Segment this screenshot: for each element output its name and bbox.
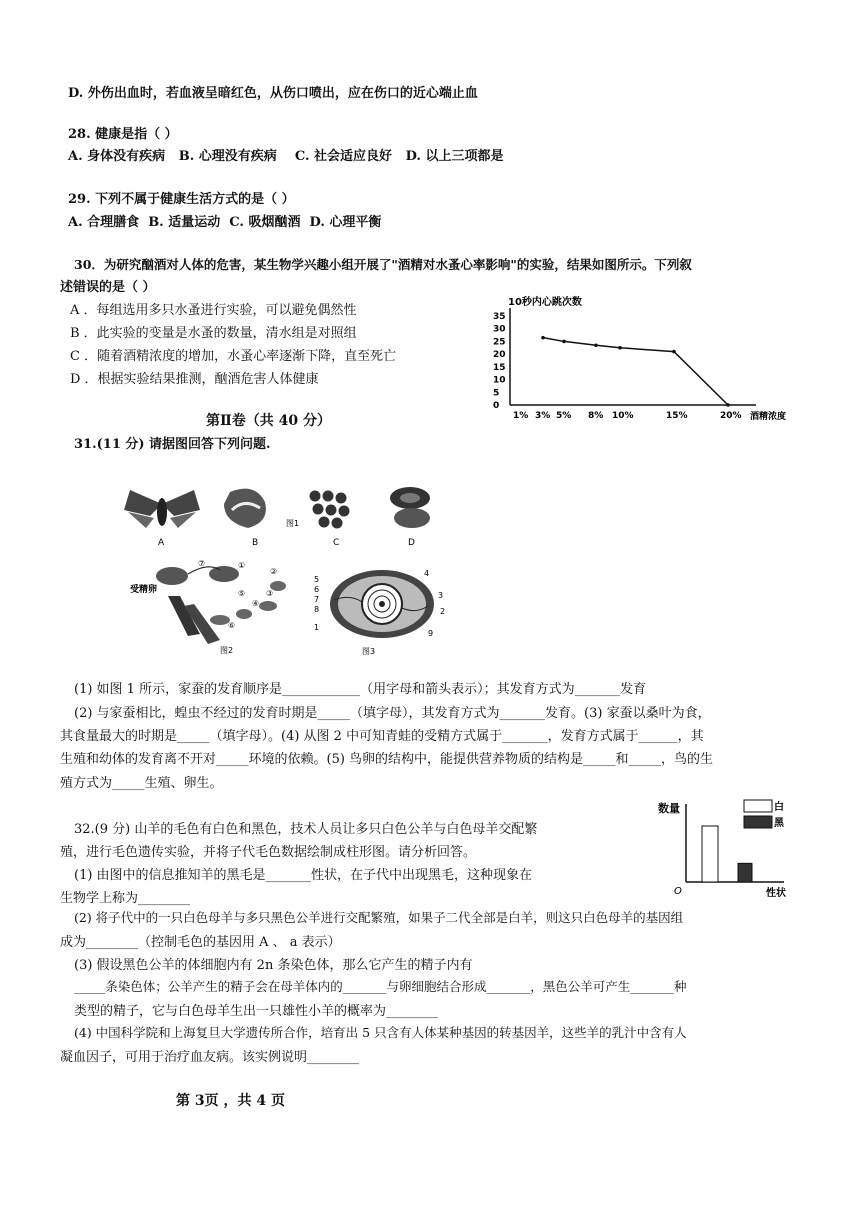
fig3-num-1: 1 xyxy=(314,623,320,632)
x-tick-label: 20% xyxy=(720,411,742,421)
fig2-num-6: ⑥ xyxy=(228,621,236,630)
fig3-num-9: 9 xyxy=(428,629,434,638)
fig3-num-6: 6 xyxy=(314,585,320,594)
eggs-cluster-illustration xyxy=(309,490,350,529)
chart-ylabel: 10秒内心跳次数 xyxy=(508,297,582,308)
fig2-frog-cycle xyxy=(128,556,288,656)
q30-option-a: A ．每组选用多只水蚤进行实验，可以避免偶然性 xyxy=(70,303,357,318)
fig2-num-1: ① xyxy=(238,561,246,570)
fig1-label-c: C xyxy=(333,538,340,548)
x-tick-label: 15% xyxy=(666,411,688,421)
bar-white xyxy=(702,826,718,882)
larva-on-leaf-illustration xyxy=(224,489,266,528)
y-tick-label: 25 xyxy=(493,337,506,348)
q32-line-7: (3) 假设黑色公羊的体细胞内有 2n 条染色体，那么它产生的精子内有 xyxy=(74,958,473,973)
y-tick-label: 0 xyxy=(493,401,500,411)
q32-line-8: _____条染色体；公羊产生的精子会在母羊体内的_______与卵细胞结合形成_______，黑色公羊可产生_______种 xyxy=(74,979,687,994)
fig2-fertilized-egg-label: 受精卵 xyxy=(130,585,158,595)
q30-stem-line2: 述错误的是（ ） xyxy=(60,280,156,295)
data-point xyxy=(562,340,566,344)
x-tick-label: 10% xyxy=(612,411,634,421)
cocoon-illustration xyxy=(390,487,430,528)
y-tick-label: 20 xyxy=(493,350,506,361)
q31-line-1: (1) 如图 1 所示，家蚕的发育顺序是____________（用字母和箭头表示）；其发育方式为_______发育 xyxy=(74,682,647,697)
q30-option-d: D ．根据实验结果推测，酗酒危害人体健康 xyxy=(70,372,319,387)
fig3-num-3: 3 xyxy=(438,591,444,600)
q32-line-5: (2) 将子代中的一只白色母羊与多只黑色公羊进行交配繁殖，如果子二代全部是白羊，则这只白色母羊的基因组 xyxy=(74,910,684,925)
x-tick-label: 8% xyxy=(588,411,604,421)
fig2-num-7: ⑦ xyxy=(198,559,206,568)
q32-line-2: 殖，进行毛色遗传实验，并将子代毛色数据绘制成柱形图。请分析回答。 xyxy=(60,845,477,860)
q31-line-3: 其食量最大的时期是_____（填字母）。(4) 从图 2 中可知青蛙的受精方式属于_______，发育方式属于______，其 xyxy=(60,729,704,744)
moth-illustration xyxy=(124,490,200,528)
fig2-caption: 图2 xyxy=(220,646,234,655)
q32-line-11: 凝血因子，可用于治疗血友病。该实例说明________ xyxy=(60,1050,360,1065)
q32-line-6: 成为________（控制毛色的基因用 A 、 a 表示） xyxy=(60,935,341,950)
q30-stem-line1: 30．为研究酗酒对人体的危害，某生物学兴趣小组开展了"酒精对水蚤心率影响"的实验，结果如图所示。下列叙 xyxy=(74,257,692,272)
q28-options: A. 身体没有疾病 B. 心理没有疾病 C. 社会适应良好 D. 以上三项都是 xyxy=(68,149,504,164)
fig1-silkworm-stages xyxy=(120,482,450,552)
coat-color-bar-chart xyxy=(656,796,848,902)
legend-swatch-black xyxy=(744,816,772,828)
data-point xyxy=(541,336,545,340)
q31-line-4: 生殖和幼体的发育离不开对_____环境的依赖。(5) 鸟卵的结构中，能提供营养物质的结构是_____和_____，鸟的生 xyxy=(60,752,714,767)
q29-options: A. 合理膳食 B. 适量运动 C. 吸烟酗酒 D. 心理平衡 xyxy=(68,215,382,230)
bar-chart-ylabel: 数量 xyxy=(658,802,680,815)
q31-stem: 31.(11 分) 请据图回答下列问题. xyxy=(74,437,271,452)
heart-rate-chart xyxy=(488,292,788,422)
y-tick-label: 35 xyxy=(493,312,506,322)
bar-black xyxy=(738,863,752,882)
y-tick-label: 5 xyxy=(493,388,500,399)
q28-stem: 28. 健康是指（ ） xyxy=(68,127,178,142)
x-tick-label: 5% xyxy=(556,411,572,421)
fig3-num-4: 4 xyxy=(424,569,430,578)
q30-option-b: B ．此实验的变量是水蚤的数量，清水组是对照组 xyxy=(70,326,357,341)
x-tick-label: 3% xyxy=(535,411,551,421)
fig2-num-4: ④ xyxy=(252,599,260,608)
q30-option-c: C ．随着酒精浓度的增加，水蚤心率逐渐下降，直至死亡 xyxy=(70,349,397,364)
q32-line-9: 类型的精子，它与白色母羊生出一只雄性小羊的概率为________ xyxy=(74,1004,439,1019)
data-point xyxy=(672,350,676,354)
fig3-num-7: 7 xyxy=(314,595,320,604)
page-footer: 第 3页 ，共 4 页 xyxy=(176,1093,285,1109)
legend-label-white: 白 xyxy=(774,802,784,813)
data-point xyxy=(726,403,730,407)
q32-line-10: (4) 中国科学院和上海复旦大学遗传所合作，培育出 5 只含有人体某种基因的转基因羊，这些羊的乳汁中含有人 xyxy=(74,1025,687,1040)
fig1-caption: 图1 xyxy=(286,519,300,528)
data-point xyxy=(618,346,622,350)
fig1-label-b: B xyxy=(252,538,259,548)
frog-cycle-illustration xyxy=(156,566,286,644)
fig3-num-2: 2 xyxy=(440,607,446,616)
egg-structure-illustration xyxy=(330,570,434,638)
q32-line-1: 32.(9 分) 山羊的毛色有白色和黑色，技术人员让多只白色公羊与白色母羊交配繁 xyxy=(74,822,538,837)
q32-line-4: 生物学上称为________ xyxy=(60,891,191,906)
fig2-num-2: ② xyxy=(270,567,278,576)
fig3-num-8: 8 xyxy=(314,605,320,614)
fig2-num-3: ③ xyxy=(266,589,274,598)
chart-series-line xyxy=(543,338,728,405)
legend-label-black: 黑 xyxy=(774,818,784,829)
q29-stem: 29. 下列不属于健康生活方式的是（ ） xyxy=(68,192,295,207)
y-tick-label: 30 xyxy=(493,324,506,335)
fig3-num-5: 5 xyxy=(314,575,320,584)
fig2-num-5: ⑤ xyxy=(238,589,246,598)
q31-line-5: 殖方式为_____生殖、卵生。 xyxy=(60,776,223,791)
chart-xlabel: 酒精浓度 xyxy=(750,412,787,422)
q31-line-2: (2) 与家蚕相比，蝗虫不经过的发育时期是_____（填字母），其发育方式为_______发育。(3) 家蚕以桑叶为食， xyxy=(74,706,711,721)
legend-swatch-white xyxy=(744,800,772,812)
x-tick-label: 1% xyxy=(513,411,529,421)
q32-line-3: (1) 由图中的信息推知羊的黑毛是_______性状，在子代中出现黑毛，这种现象在 xyxy=(74,868,533,883)
bar-chart-origin: O xyxy=(674,886,682,897)
q27-option-d: D. 外伤出血时，若血液呈暗红色，从伤口喷出，应在伤口的近心端止血 xyxy=(68,86,478,101)
fig3-bird-egg xyxy=(310,564,460,658)
bar-chart-legend xyxy=(744,800,785,829)
fig1-label-a: A xyxy=(158,538,165,548)
fig3-caption: 图3 xyxy=(362,647,376,656)
data-point xyxy=(594,343,598,347)
section-heading: 第Ⅱ卷（共 40 分） xyxy=(206,413,332,429)
y-tick-label: 10 xyxy=(493,375,506,386)
y-tick-label: 15 xyxy=(493,362,506,373)
fig1-label-d: D xyxy=(408,538,415,548)
bar-chart-xlabel: 性状 xyxy=(766,888,786,899)
